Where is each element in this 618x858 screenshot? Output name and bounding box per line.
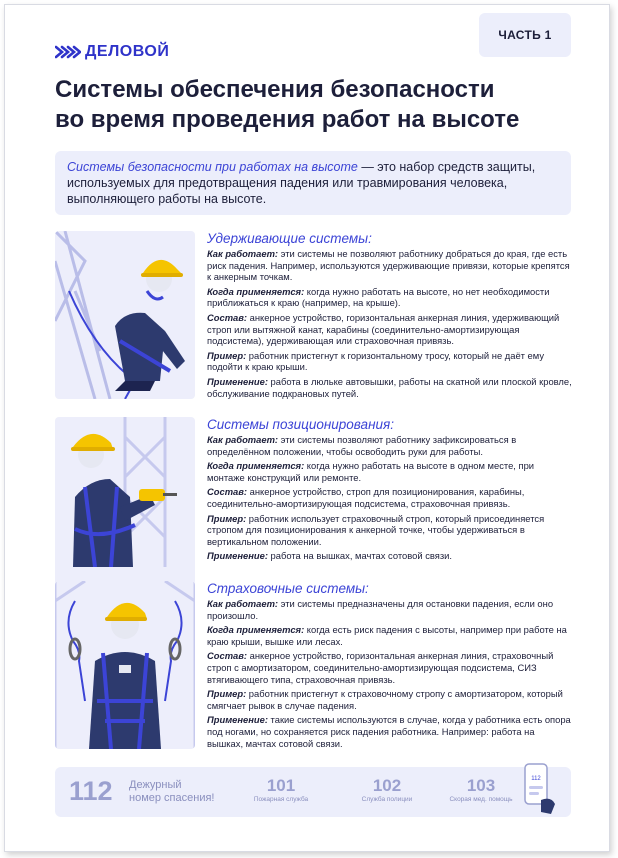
emergency-label: Дежурный номер спасения! <box>129 779 215 804</box>
item-how: Как работает: эти системы не позволяют работнику добраться до края, где есть риск падения. Например, используются удерживающие привязи, которые крепятся к анкерным точкам. <box>207 248 570 283</box>
item-example: Пример: работник использует страховочный строп, который присоединяется стропом для позиционирования к анкерной точке, чтобы удерживаться в вертикальном положении. <box>207 512 545 547</box>
title-line-1: Системы обеспечения безопасности <box>55 76 495 103</box>
item-composition: Состав: анкерное устройство, строп для позиционирования, карабины, соединительно-амортизирующая подсистема, страховочная привязь. <box>207 486 525 509</box>
item-when: Когда применяется: когда нужно работать на высоте, но нет необходимости приближаться к краю (например, на крыше). <box>207 285 550 309</box>
service-fire: 101 Пожарная служба <box>253 776 309 803</box>
page-title <box>55 75 575 135</box>
item-when: Когда применяется: когда нужно работать на высоте в одном месте, при монтаже конструкций или ремонте. <box>207 460 535 483</box>
restraint-illustration <box>55 231 195 399</box>
document-page <box>4 4 610 852</box>
section-title: Системы позиционирования: <box>207 417 394 432</box>
logo-text: ДЕЛОВОЙ <box>85 43 170 60</box>
section-title: Удерживающие системы: <box>207 231 372 246</box>
emergency-footer <box>55 767 571 817</box>
positioning-illustration <box>55 417 195 585</box>
fall-arrest-text <box>207 581 573 752</box>
item-example: Пример: работник пристегнут к страховочному стропу с амортизатором, который смягчает рывок в случае падения. <box>207 688 563 711</box>
logo <box>55 43 169 61</box>
part-label: ЧАСТЬ 1 <box>479 13 571 57</box>
item-example: Пример: работник пристегнут к горизонтальному тросу, который не даёт ему подойти к краю крыши. <box>207 349 545 373</box>
item-how: Как работает: эти системы предназначены для остановки падения, если оно произошло. <box>207 598 554 621</box>
service-police: 102 Служба полиции <box>361 776 413 803</box>
intro-text: — это набор средств защиты, используемых для предотвращения падения или травмирования человека, выполняющего работы на высоте. <box>67 160 536 206</box>
title-line-2: во время проведения работ на высоте <box>55 106 520 133</box>
logo-icon <box>55 45 81 59</box>
item-application: Применение: такие системы используются в случае, когда у работника есть опора под ногами, но сохраняется риск падения работника. Например: работа на вышках, мачтах сотовой связи. <box>207 714 571 749</box>
item-application: Применение: работа в люльке автовышки, работы на скатной или плоской кровле, обслуживание подкрановых путей. <box>207 375 572 399</box>
service-ambulance: 103 Скорая мед. помощь <box>449 776 513 803</box>
intro-highlight: Системы безопасности при работах на высоте <box>67 160 358 174</box>
positioning-text <box>207 417 573 565</box>
restraint-text <box>207 231 573 402</box>
item-when: Когда применяется: когда есть риск падения с высоты, например при работе на краю крыши, вышке или лесах. <box>207 624 567 647</box>
svg-text:112: 112 <box>531 776 541 782</box>
item-composition: Состав: анкерное устройство, горизонтальная анкерная линия, страховочный строп с амортизатором, соединительно-амортизирующая подсистема, СИЗ втягивающего типа, страховочная привязь. <box>207 650 554 685</box>
item-how: Как работает: эти системы позволяют работнику зафиксироваться в определённом положении, чтобы освободить руки для работы. <box>207 434 517 457</box>
emergency-number: 112 <box>69 776 113 806</box>
section-title: Страховочные системы: <box>207 581 369 596</box>
phone-icon <box>517 762 561 818</box>
item-composition: Состав: анкерное устройство, горизонтальная анкерная линия, удерживающий строп или вытяжной канат, карабины (соединительно-амортизирующая подсистема), удерживающая или страховочная привязь. <box>207 311 560 347</box>
item-application: Применение: работа на вышках, мачтах сотовой связи. <box>207 550 452 562</box>
fall-arrest-illustration <box>55 581 195 749</box>
intro-box <box>55 151 571 215</box>
